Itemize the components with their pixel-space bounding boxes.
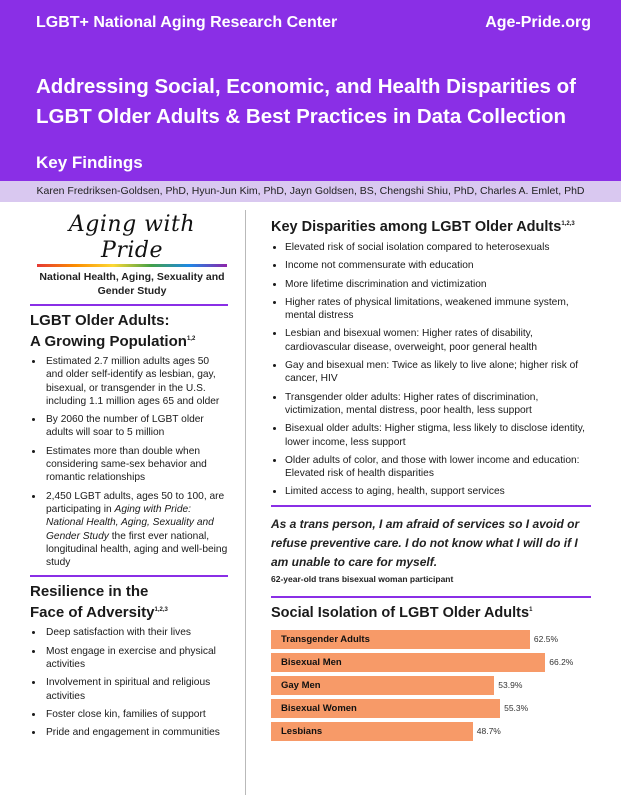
disparities-list: [271, 241, 591, 499]
list-item: • Older adults of color, and those with lower income and education: Elevated risk of health disparities: [285, 454, 591, 481]
section-divider: [30, 304, 228, 306]
list-item: • Limited access to aging, health, support services: [285, 485, 591, 498]
chart-category-label: Lesbians: [281, 725, 323, 737]
list-item: • Bisexual older adults: Higher stigma, less likely to disclose identity, lower income, less support: [285, 422, 591, 449]
disparities-citation: 1,2,3: [561, 221, 575, 228]
list-item: • Involvement in spiritual and religious activities: [44, 676, 228, 703]
isolation-heading: [271, 603, 591, 624]
chart-value-label: 48.7%: [476, 725, 501, 736]
list-item: • Elevated risk of social isolation compared to heterosexuals: [285, 241, 591, 254]
list-item: • Lesbian and bisexual women: Higher rates of disability, cardiovascular disease, overweight, poor general health: [285, 327, 591, 354]
resilience-citation: 1,2,3: [154, 607, 168, 614]
logo-wordmark: Aging with Pride: [68, 212, 196, 263]
list-item: • Most engage in exercise and physical activities: [44, 645, 228, 672]
chart-row: [271, 676, 591, 695]
site-link[interactable]: Age-Pride.org: [485, 14, 591, 31]
list-item: • Estimated 2.7 million adults ages 50 and older self-identify as lesbian, gay, bisexual, or transgender in the U.S. including 1.1 million ages 65 and older: [44, 355, 228, 408]
chart-row: [271, 699, 591, 718]
chart-row: [271, 653, 591, 672]
item-text-a: 2,450 LGBT adults, ages 50 to 100, are participating in: [46, 490, 225, 515]
chart-value-label: 62.5%: [533, 633, 559, 644]
section-divider: [271, 505, 591, 507]
right-column: [271, 212, 591, 745]
isolation-citation: 1: [529, 606, 533, 613]
chart-value-label: 53.9%: [498, 679, 523, 690]
list-item: • By 2060 the number of LGBT older adults will soar to 5 million: [44, 413, 228, 440]
chart-category-label: Bisexual Women: [281, 702, 357, 714]
section-divider: [271, 596, 591, 598]
isolation-heading-text: Social Isolation of LGBT Older Adults: [271, 604, 530, 621]
study-name: Aging with Pride: National Health, Aging, Sexuality and Gender Study: [46, 503, 214, 542]
growing-heading-line2: A Growing Population: [30, 333, 187, 350]
header-banner: [0, 0, 621, 181]
growing-population-section: [30, 310, 228, 569]
logo-subtitle: National Health, Aging, Sexuality and Gender Study: [39, 271, 225, 297]
list-item: • Estimates more than double when considering same-sex behavior and romantic relationships: [44, 445, 228, 485]
resilience-heading: [30, 581, 228, 623]
chart-category-label: Transgender Adults: [281, 633, 370, 645]
resilience-heading-line1: Resilience in the: [30, 583, 149, 601]
section-divider: [30, 575, 228, 577]
isolation-bar-chart: [271, 630, 591, 741]
disparities-heading: [271, 217, 591, 238]
author-list: Karen Fredriksen-Goldsen, PhD, Hyun-Jun Kim, PhD, Jayn Goldsen, BS, Chengshi Shiu, PhD, Charles A. Emlet, PhD: [0, 181, 621, 202]
disparities-heading-text: Key Disparities among LGBT Older Adults: [271, 219, 562, 235]
chart-row: [271, 722, 591, 741]
list-item: • Higher rates of physical limitations, weakened immune system, mental distress: [285, 296, 591, 323]
list-item: [44, 490, 228, 570]
participant-quote: As a trans person, I am afraid of services so I avoid or refuse preventive care. I do not know what I will do if I am unable to care for myself.: [271, 516, 580, 569]
item-text-c: the first ever national, longitudinal health, aging and well-being study: [46, 530, 228, 569]
resilience-heading-line2: Face of Adversity: [30, 604, 155, 622]
growing-citation: 1,2: [186, 336, 196, 342]
chart-value-label: 55.3%: [504, 702, 529, 713]
aging-with-pride-logo: [36, 212, 228, 298]
column-divider: [245, 210, 246, 795]
list-item: • More lifetime discrimination and victimization: [285, 278, 591, 291]
org-name: LGBT+ National Aging Research Center: [36, 14, 338, 31]
list-item: • Deep satisfaction with their lives: [44, 626, 228, 639]
key-findings-heading: Key Findings: [36, 153, 143, 172]
list-item: • Foster close kin, families of support: [44, 708, 228, 721]
resilience-section: [30, 581, 228, 739]
list-item: • Income not commensurate with education: [285, 259, 591, 272]
chart-row: [271, 630, 591, 649]
growing-heading: [30, 310, 228, 352]
resilience-list: [30, 626, 228, 739]
quote-attribution: 62-year-old trans bisexual woman participant: [271, 573, 454, 584]
growing-list: [30, 355, 228, 569]
chart-category-label: Gay Men: [281, 679, 321, 691]
chart-category-label: Bisexual Men: [281, 656, 342, 668]
left-column: [30, 212, 228, 745]
page-title: Addressing Social, Economic, and Health Disparities of LGBT Older Adults & Best Practices in Data Collection: [36, 75, 576, 128]
rainbow-rule: [37, 264, 227, 267]
chart-value-label: 66.2%: [549, 656, 574, 667]
list-item: • Gay and bisexual men: Twice as likely to live alone; higher risk of cancer, HIV: [285, 359, 591, 386]
growing-heading-line1: LGBT Older Adults:: [30, 312, 170, 329]
list-item: • Pride and engagement in communities: [44, 726, 228, 739]
list-item: • Transgender older adults: Higher rates of discrimination, victimization, mental distress, poor health, less support: [285, 391, 591, 418]
